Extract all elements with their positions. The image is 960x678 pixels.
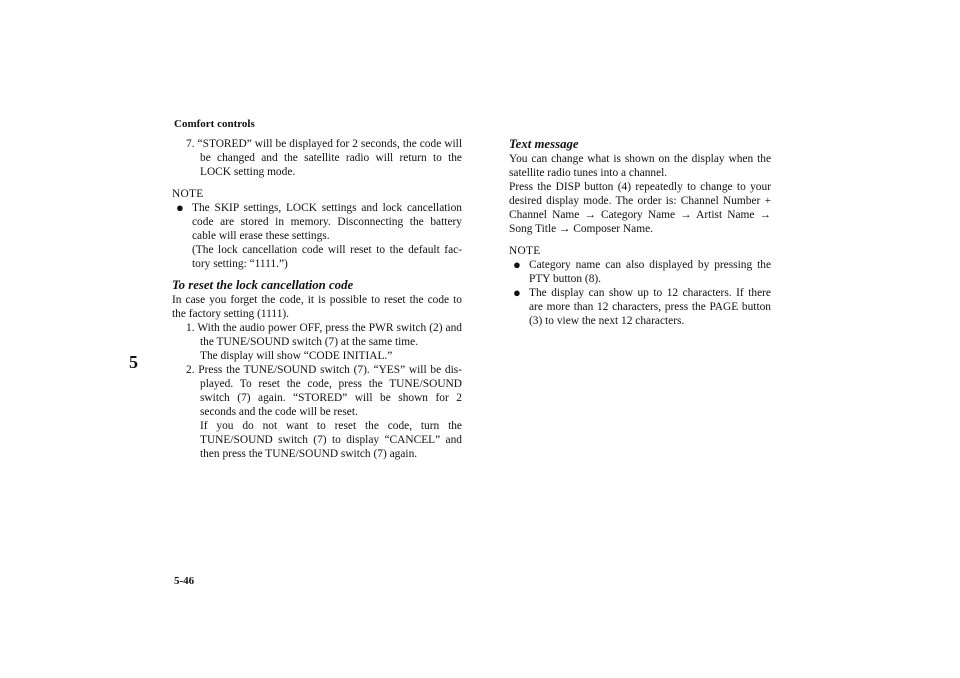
right-column bbox=[509, 137, 771, 328]
step-2-extra-text: If you do not want to reset the code, turn the TUNE/SOUND switch (7) to display “CANCEL” and then press the TUNE/SOUND switch (7) again. bbox=[200, 420, 462, 460]
section-heading-reset-code: To reset the lock cancellation code bbox=[172, 278, 354, 292]
note-label: NOTE bbox=[509, 245, 541, 257]
left-column bbox=[172, 137, 462, 461]
text-message-para-2: Press the DISP button (4) repeatedly to change to your desired display mode. The order is: Channel Number + Channel Name → Category Name → Artist Name → Song Title → Composer Name. bbox=[509, 181, 771, 235]
note-bullet-item bbox=[176, 201, 462, 271]
bullet-icon: ● bbox=[176, 200, 184, 215]
note-bullet-text: Category name can also displayed by pressing the PTY button (8). bbox=[529, 259, 771, 285]
reset-intro-text: In case you forget the code, it is possible to reset the code to the factory setting (1111). bbox=[172, 294, 462, 320]
step-1-extra-text: The display will show “CODE INITIAL.” bbox=[200, 350, 393, 362]
page-number: 5-46 bbox=[174, 575, 195, 587]
bullet-icon: ● bbox=[513, 285, 521, 300]
chapter-tab-number: 5 bbox=[129, 352, 138, 372]
bullet-icon: ● bbox=[513, 257, 521, 272]
step-2-text: 2. Press the TUNE/SOUND switch (7). “YES” will be dis-played. To reset the code, press the TUNE/SOUND switch (7) again. “STORED” will be shown for 2 seconds and the code will be reset. bbox=[186, 364, 462, 418]
step-7-text: 7. “STORED” will be displayed for 2 seconds, the code will be changed and the satellite radio will return to the LOCK setting mode. bbox=[186, 138, 462, 178]
note-bullet-item bbox=[513, 258, 771, 286]
step-1-text: 1. With the audio power OFF, press the PWR switch (2) and the TUNE/SOUND switch (7) at the same time. bbox=[186, 322, 462, 348]
section-heading-text-message: Text message bbox=[509, 137, 579, 151]
note-bullet-text: The SKIP settings, LOCK settings and lock cancellation code are stored in memory. Disconnecting the battery cable will erase these settings. bbox=[192, 202, 462, 242]
note-bullet-extra-text: (The lock cancellation code will reset to the default fac-tory setting: “1111.”) bbox=[192, 244, 462, 270]
note-bullet-item bbox=[513, 286, 771, 328]
text-message-para-1: You can change what is shown on the display when the satellite radio tunes into a channel. bbox=[509, 153, 771, 179]
note-label: NOTE bbox=[172, 188, 204, 200]
running-header: Comfort controls bbox=[174, 118, 255, 130]
note-bullet-text: The display can show up to 12 characters. If there are more than 12 characters, press the PAGE button (3) to view the next 12 characters. bbox=[529, 287, 771, 327]
